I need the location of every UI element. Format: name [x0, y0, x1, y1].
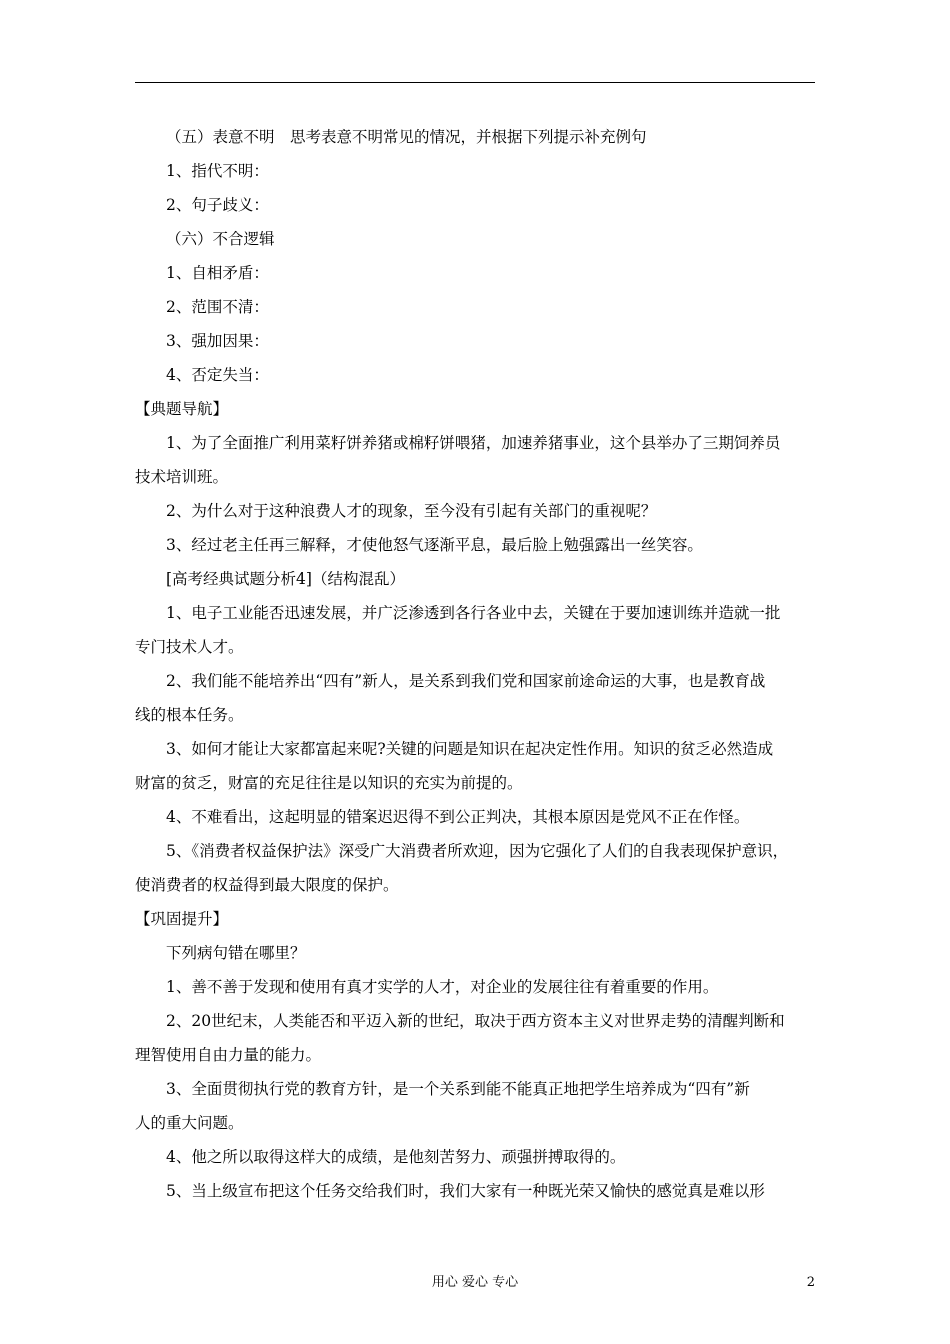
- text-line: 2、20世纪末，人类能否和平迈入新的世纪，取决于西方资本主义对世界走势的清醒判断和: [166, 1012, 785, 1030]
- page-number: 2: [806, 1275, 815, 1290]
- text-line: 理智使用自由力量的能力。: [135, 1046, 322, 1064]
- text-line: 2、范围不清：: [166, 298, 269, 316]
- text-line: 专门技术人才。: [135, 638, 244, 656]
- text-line: 1、善不善于发现和使用有真才实学的人才，对企业的发展往往有着重要的作用。: [166, 978, 719, 996]
- text-line: 1、指代不明：: [166, 162, 269, 180]
- text-line: 【巩固提升】: [135, 910, 229, 928]
- text-line: 3、如何才能让大家都富起来呢?关键的问题是知识在起决定性作用。知识的贫乏必然造成: [166, 740, 774, 758]
- text-line: 4、否定失当：: [166, 366, 269, 384]
- document-body: [135, 120, 815, 1208]
- text-line: 技术培训班。: [135, 468, 229, 486]
- text-line: 3、强加因果：: [166, 332, 269, 350]
- footer-slogan: 用心 爱心 专心: [431, 1275, 519, 1290]
- text-line: 2、为什么对于这种浪费人才的现象，至今没有引起有关部门的重视呢？: [166, 502, 657, 520]
- header-rule: [135, 82, 815, 83]
- text-line: [高考经典试题分析4]（结构混乱）: [166, 570, 405, 588]
- text-line: 下列病句错在哪里？: [166, 944, 306, 962]
- text-line: 使消费者的权益得到最大限度的保护。: [135, 876, 399, 894]
- text-line: 3、经过老主任再三解释，才使他怒气逐渐平息，最后脸上勉强露出一丝笑容。: [166, 536, 703, 554]
- text-line: 1、电子工业能否迅速发展，并广泛渗透到各行各业中去，关键在于要加速训练并造就一批: [166, 604, 781, 622]
- text-line: （五）表意不明 思考表意不明常见的情况，并根据下列提示补充例句: [166, 128, 647, 146]
- text-line: 2、我们能不能培养出“四有”新人，是关系到我们党和国家前途命运的大事，也是教育战: [166, 672, 766, 690]
- text-line: 1、自相矛盾：: [166, 264, 269, 282]
- text-line: （六）不合逻辑: [166, 230, 275, 248]
- text-line: 4、不难看出，这起明显的错案迟迟得不到公正判决，其根本原因是党风不正在作怪。: [166, 808, 750, 826]
- text-line: 【典题导航】: [135, 400, 229, 418]
- text-line: 人的重大问题。: [135, 1114, 244, 1132]
- text-line: 5、当上级宣布把这个任务交给我们时，我们大家有一种既光荣又愉快的感觉真是难以形: [166, 1182, 765, 1200]
- text-line: 财富的贫乏，财富的充足往往是以知识的充实为前提的。: [135, 774, 523, 792]
- text-line: 线的根本任务。: [135, 706, 244, 724]
- text-line: 5、《消费者权益保护法》深受广大消费者所欢迎，因为它强化了人们的自我表现保护意识，: [166, 842, 789, 860]
- text-line: 2、句子歧义：: [166, 196, 269, 214]
- text-line: 3、全面贯彻执行党的教育方针，是一个关系到能不能真正地把学生培养成为“四有”新: [166, 1080, 750, 1098]
- text-line: 1、为了全面推广利用菜籽饼养猪或棉籽饼喂猪，加速养猪事业，这个县举办了三期饲养员: [166, 434, 781, 452]
- text-line: 4、他之所以取得这样大的成绩，是他刻苦努力、顽强拼搏取得的。: [166, 1148, 626, 1166]
